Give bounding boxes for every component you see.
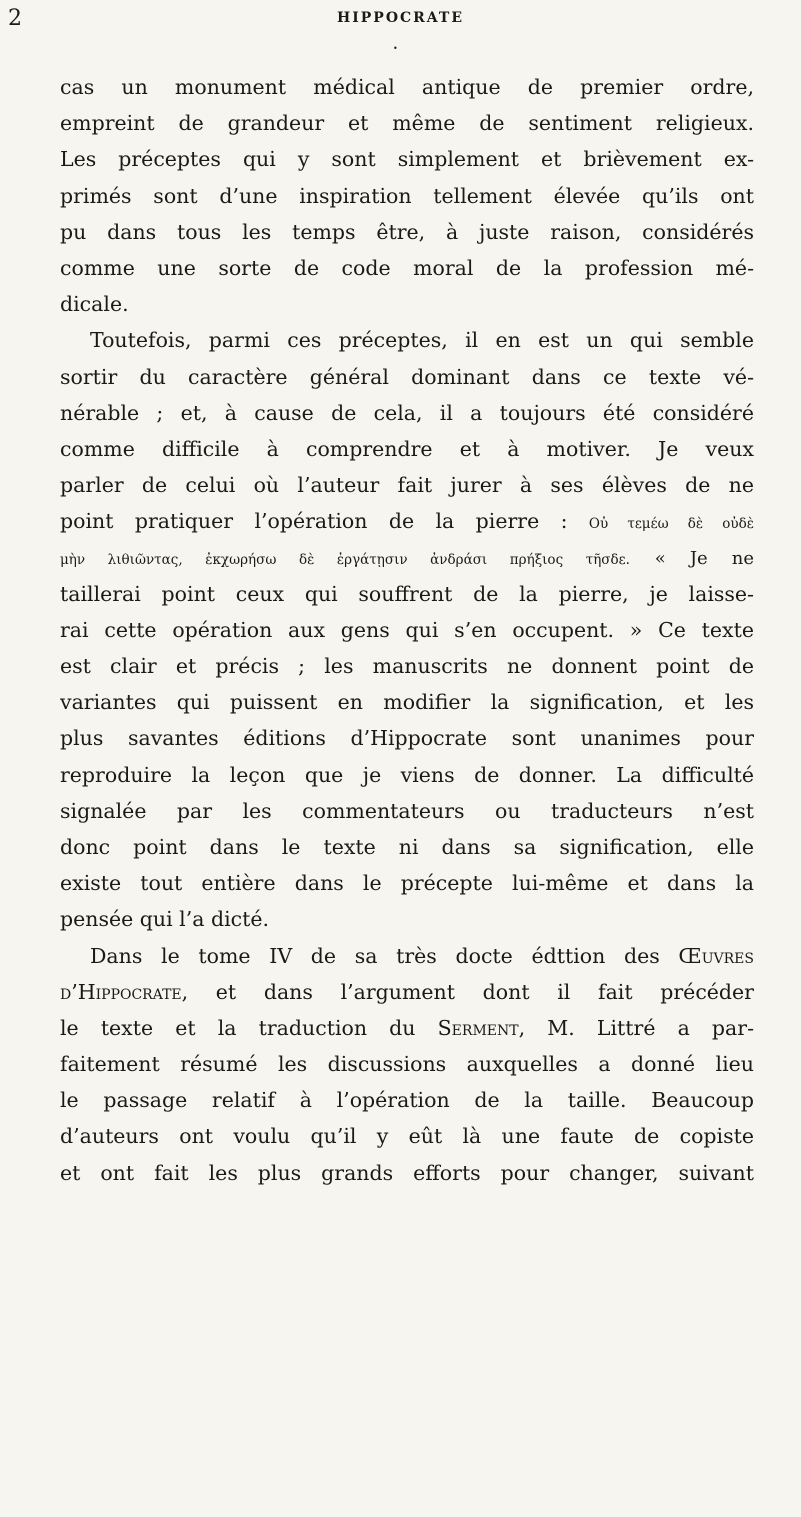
- text-line-with-greek: [60, 539, 754, 575]
- text-line: primés sont d’une inspiration tellement élevée qu’ils ont: [60, 183, 754, 208]
- text-segment: , et dans l’argument dont il fait précéder: [181, 979, 754, 1004]
- serment-smallcaps: Serment: [437, 1015, 519, 1040]
- running-title: HIPPOCRATE: [337, 10, 464, 26]
- text-line: taillerai point ceux qui souffrent de la pierre, je laisse-: [60, 581, 754, 606]
- hippocrate-smallcaps: d’Hippocrate: [60, 979, 182, 1004]
- text-line: dicale.: [60, 292, 129, 317]
- greek-quotation: Οὐ τεμέω δὲ οὐδὲ: [588, 516, 754, 533]
- text-line: pensée qui l’a dicté.: [60, 907, 270, 932]
- body-text: [60, 69, 754, 1191]
- text-line: pu dans tous les temps être, à juste raison, considérés: [60, 219, 754, 244]
- text-line: sortir du caractère général dominant dans ce texte vé-: [60, 364, 754, 389]
- text-line: cas un monument médical antique de premier ordre,: [60, 75, 754, 99]
- text-line: empreint de grandeur et même de sentiment religieux.: [60, 111, 754, 136]
- greek-quotation: μὴν λιθιῶντας, ἐκχωρήσω δὲ ἐργάτῃσιν ἀνδράσι πρήξιος τῆσδε.: [60, 552, 630, 569]
- text-line: reproduire la leçon que je viens de donner. La difficulté: [60, 762, 754, 787]
- text-line: rai cette opération aux gens qui s’en occupent. » Ce texte: [60, 617, 754, 642]
- text-line: [60, 1010, 754, 1046]
- text-line: donc point dans le texte ni dans sa signification, elle: [60, 834, 754, 859]
- text-segment: point pratiquer l’opération de la pierre :: [60, 509, 589, 534]
- text-line: [60, 974, 754, 1010]
- oeuvres-smallcaps: Œuvres: [678, 943, 754, 968]
- text-line: nérable ; et, à cause de cela, il a toujours été considéré: [60, 400, 754, 425]
- text-line-with-greek: [60, 503, 754, 539]
- text-line: signalée par les commentateurs ou traducteurs n’est: [60, 798, 754, 823]
- page-number: 2: [8, 6, 22, 31]
- text-line: plus savantes éditions d’Hippocrate sont unanimes pour: [60, 726, 754, 751]
- text-line: le passage relatif à l’opération de la taille. Beaucoup: [60, 1088, 754, 1113]
- quote-open: « Je ne: [654, 548, 754, 570]
- text-segment: le texte et la traduction du: [60, 1015, 438, 1040]
- text-line: d’auteurs ont voulu qu’il y eût là une faute de copiste: [60, 1124, 754, 1149]
- header-ornament: •: [393, 44, 398, 53]
- text-line: comme une sorte de code moral de la profession mé-: [60, 255, 754, 280]
- text-line: variantes qui puissent en modifier la signification, et les: [60, 690, 754, 715]
- text-line: faitement résumé les discussions auxquelles a donné lieu: [60, 1052, 754, 1077]
- text-line: et ont fait les plus grands efforts pour changer, suivant: [60, 1160, 754, 1185]
- text-line: [60, 938, 754, 974]
- text-line: parler de celui où l’auteur fait jurer à ses élèves de ne: [60, 473, 754, 498]
- text-segment: Dans le tome IV de sa très docte édttion des: [90, 943, 679, 968]
- text-line: Toutefois, parmi ces préceptes, il en est un qui semble: [90, 328, 754, 353]
- text-line: existe tout entière dans le précepte lui-même et dans la: [60, 871, 754, 896]
- text-line: comme difficile à comprendre et à motiver. Je veux: [60, 436, 754, 461]
- text-line: est clair et précis ; les manuscrits ne donnent point de: [60, 654, 754, 678]
- text-line: Les préceptes qui y sont simplement et brièvement ex-: [60, 147, 754, 172]
- text-segment: , M. Littré a par-: [518, 1015, 754, 1040]
